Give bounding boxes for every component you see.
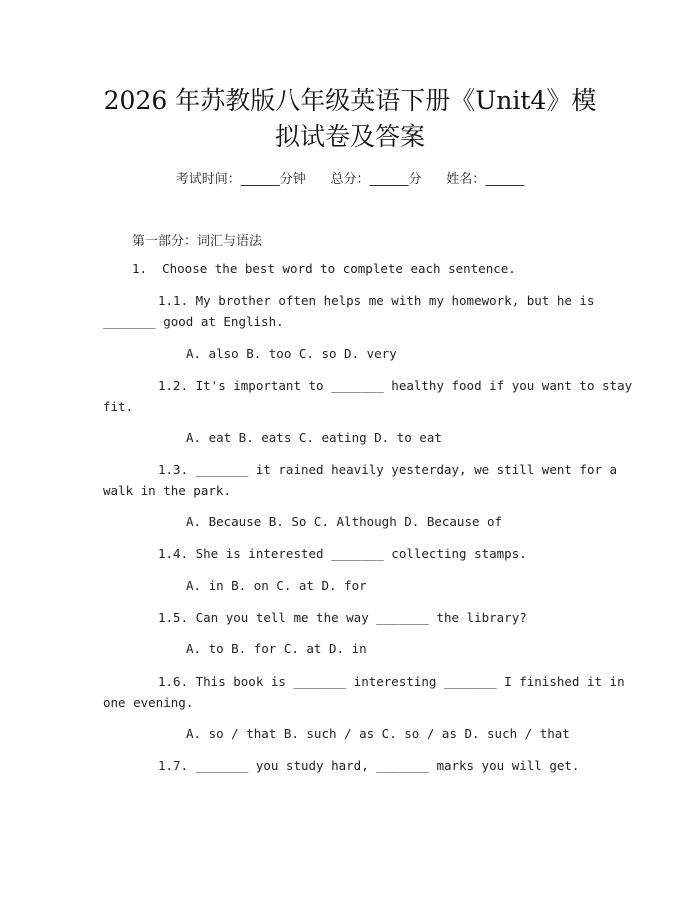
question-1-6-text: 1.6. This book is _______ interesting _______ I finished it in [158, 674, 625, 689]
question-1-3-options: A. Because B. So C. Although D. Because of [186, 514, 503, 529]
question-1-4-text: 1.4. She is interested _______ collecting stamps. [158, 546, 527, 561]
question-1-3-text-cont: walk in the park. [103, 483, 231, 498]
question-1-5-options: A. to B. for C. at D. in [186, 641, 367, 656]
question-1-6-options: A. so / that B. such / as C. so / as D. such / that [186, 726, 570, 741]
question-1-5-text: 1.5. Can you tell me the way _______ the library? [158, 610, 527, 625]
question-1-4-options: A. in B. on C. at D. for [186, 578, 367, 593]
document-title-line-1: 2026 年苏教版八年级英语下册《Unit4》模 [103, 86, 597, 115]
exam-meta-info: 考试时间：______分钟 总分：______分 姓名：______ [175, 172, 525, 187]
question-1-6-text-cont: one evening. [103, 695, 194, 710]
question-1-1-options: A. also B. too C. so D. very [186, 346, 397, 361]
section-heading-vocab-grammar: 第一部分：词汇与语法 [132, 234, 263, 249]
document-title-line-2: 拟试卷及答案 [274, 122, 425, 151]
question-1-3-text: 1.3. _______ it rained heavily yesterday, we still went for a [158, 462, 618, 477]
question-1-2-text: 1.2. It's important to _______ healthy food if you want to stay [158, 378, 633, 393]
question-1-2-options: A. eat B. eats C. eating D. to eat [186, 430, 442, 445]
question-1-7-text: 1.7. _______ you study hard, _______ marks you will get. [158, 758, 580, 773]
question-1-2-text-cont: fit. [103, 399, 134, 414]
question-1-1-text-cont: _______ good at English. [103, 314, 284, 329]
question-1-1-text: 1.1. My brother often helps me with my homework, but he is [158, 293, 595, 308]
question-1-instruction: 1. Choose the best word to complete each sentence. [132, 261, 516, 276]
